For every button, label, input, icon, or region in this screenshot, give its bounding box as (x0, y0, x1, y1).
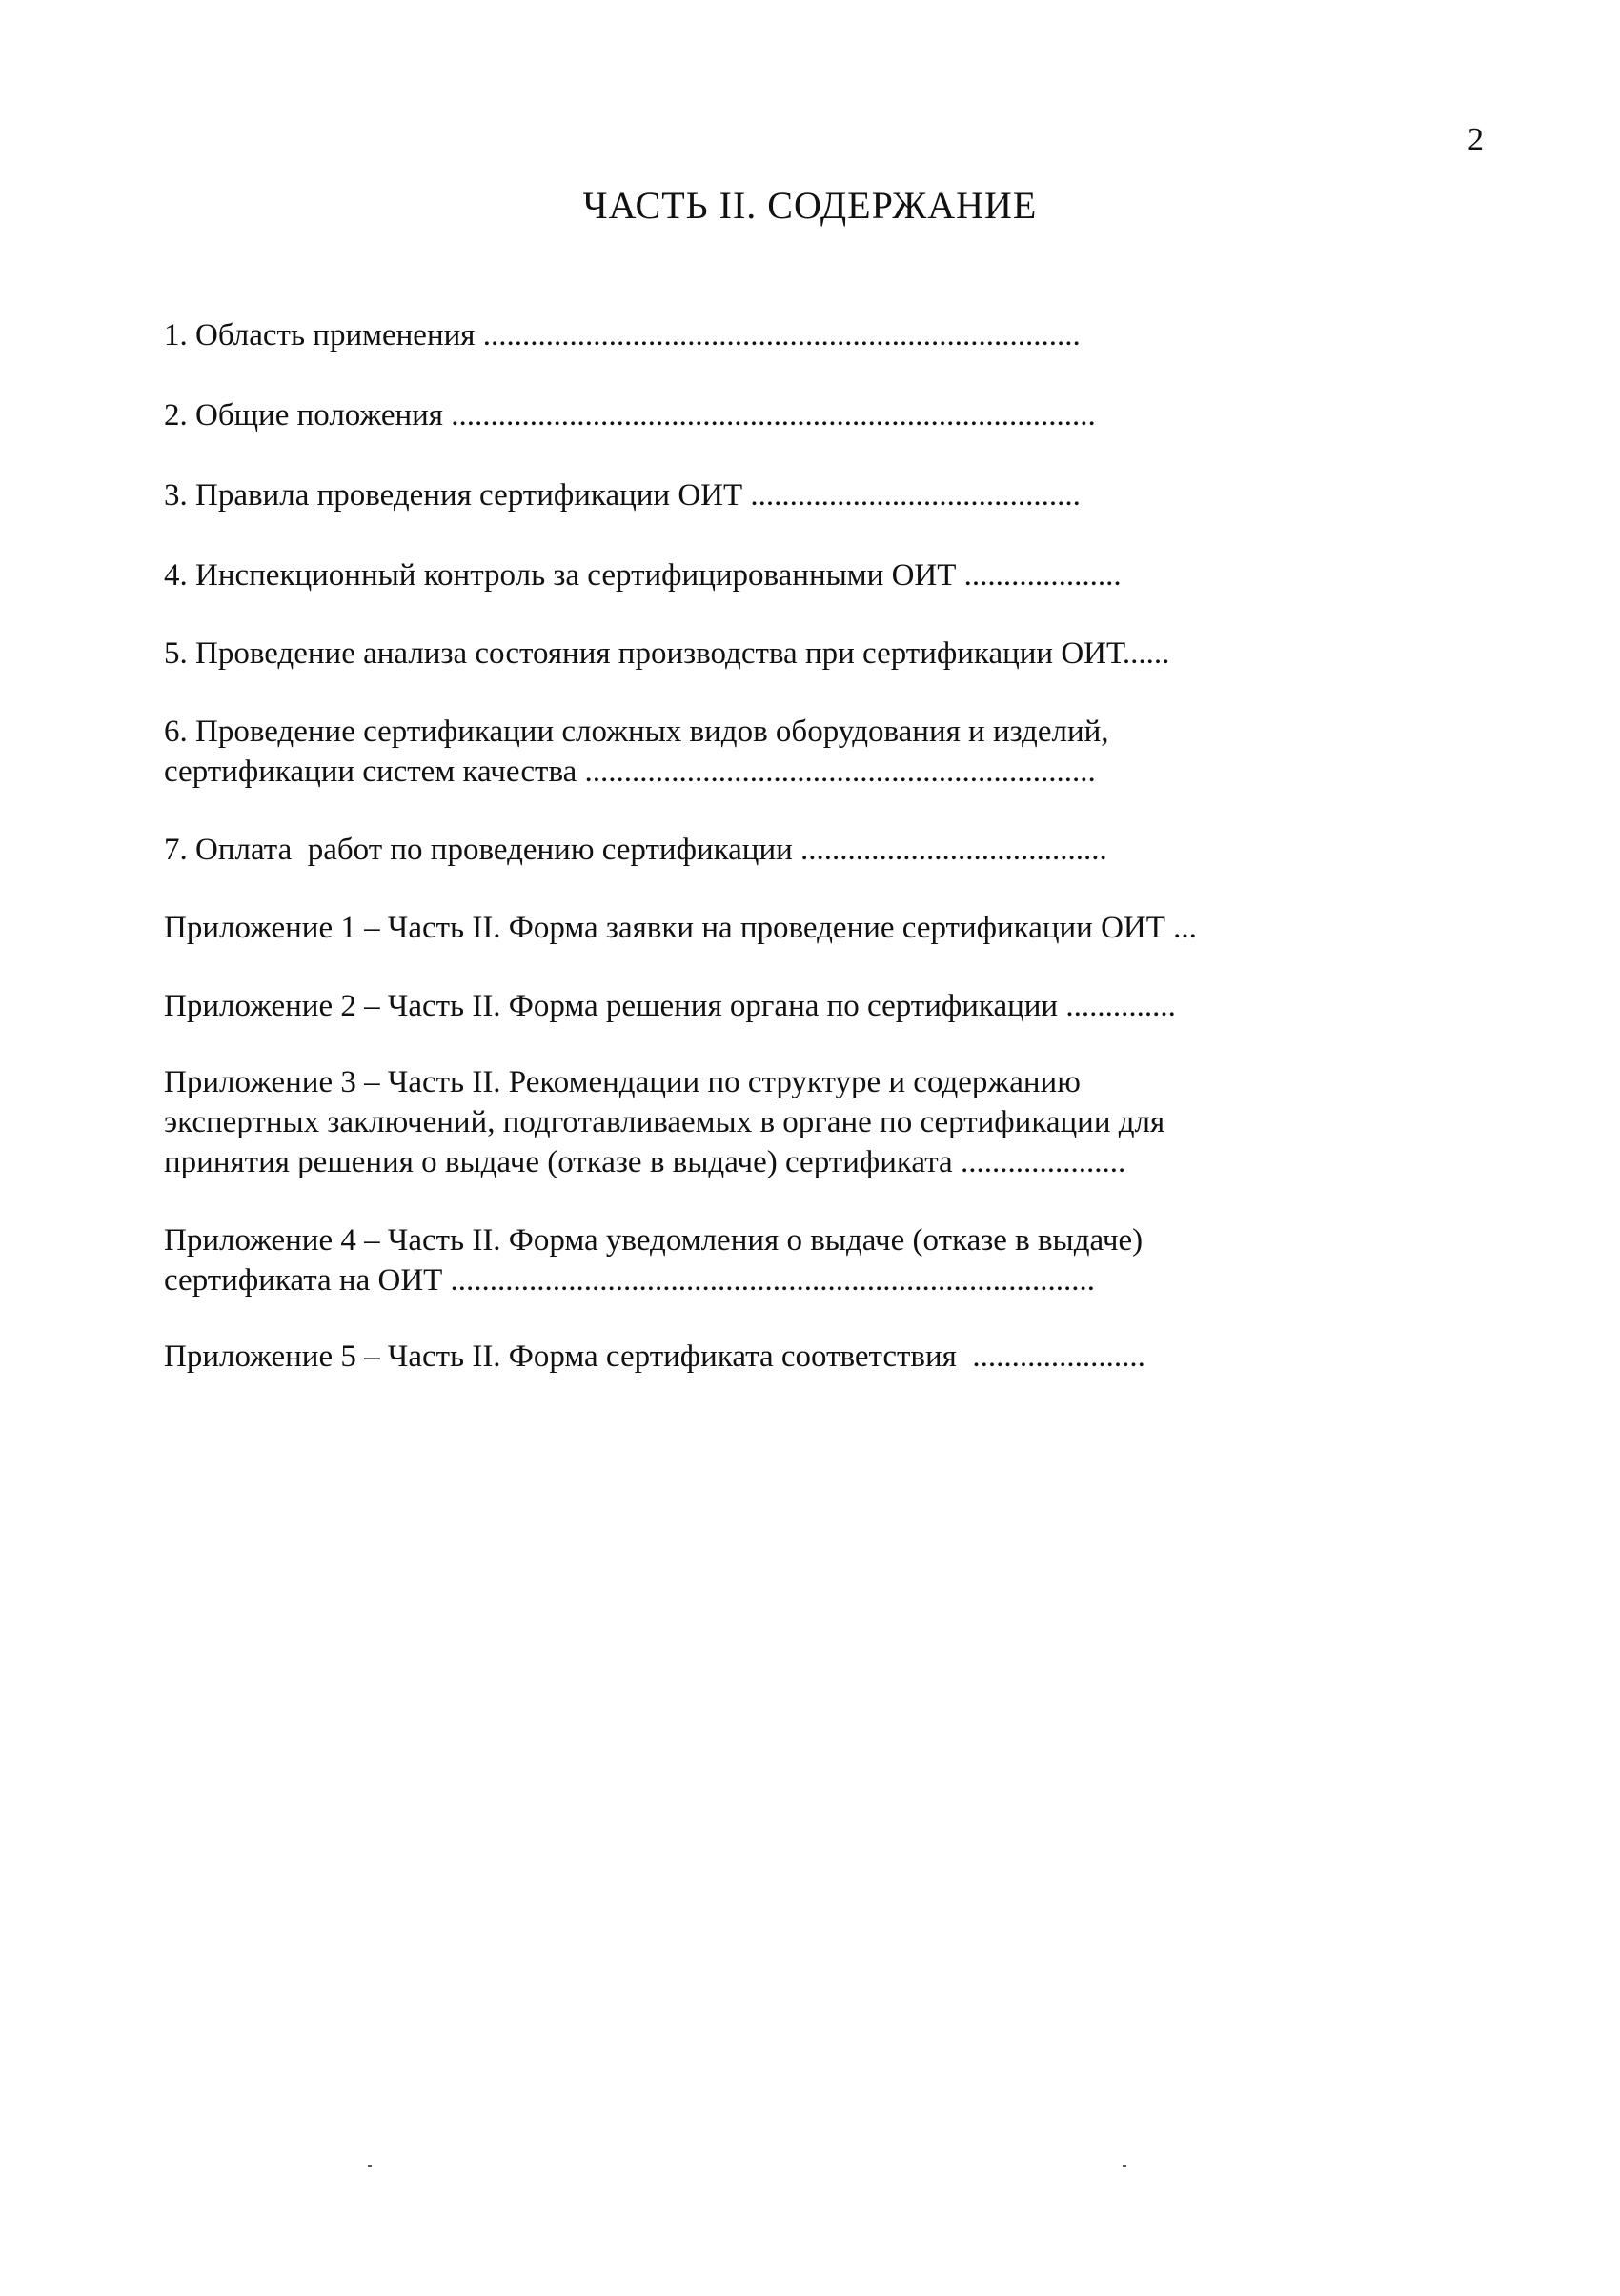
toc-appendix-1: Приложение 1 – Часть II. Форма заявки на проведение сертификации ОИТ ... (164, 911, 1197, 945)
page-title: ЧАСТЬ II. СОДЕРЖАНИЕ (582, 184, 1038, 227)
toc-appendix-3-line-1: Приложение 3 – Часть II. Рекомендации по структуре и содержанию (164, 1065, 1081, 1099)
toc-item-1: 1. Область применения ............................................................................ (164, 318, 1081, 352)
toc-item-3: 3. Правила проведения сертификации ОИТ .......................................... (164, 478, 1081, 513)
toc-appendix-2: Приложение 2 – Часть II. Форма решения органа по сертификации .............. (164, 989, 1176, 1023)
toc-appendix-3-line-2: экспертных заключений, подготавливаемых в органе по сертификации для (164, 1105, 1165, 1139)
toc-item-2: 2. Общие положения .................................................................................. (164, 398, 1096, 433)
toc-appendix-3-line-3: принятия решения о выдаче (отказе в выдаче) сертификата ..................... (164, 1145, 1126, 1179)
toc-item-4: 4. Инспекционный контроль за сертифицированными ОИТ .................... (164, 558, 1122, 593)
toc-appendix-4-line-1: Приложение 4 – Часть II. Форма уведомления о выдаче (отказе в выдаче) (164, 1223, 1144, 1258)
toc-item-6-line-2: сертификации систем качества ................................................................. (164, 755, 1096, 789)
toc-appendix-4-line-2: сертификата на ОИТ .................................................................................. (164, 1263, 1096, 1298)
page-number: 2 (1468, 122, 1484, 157)
toc-item-6-line-1: 6. Проведение сертификации сложных видов оборудования и изделий, (164, 715, 1109, 749)
toc-item-7: 7. Оплата работ по проведению сертификации ....................................... (164, 833, 1107, 867)
toc-appendix-5: Приложение 5 – Часть II. Форма сертификата соответствия ...................... (164, 1339, 1145, 1374)
toc-item-5: 5. Проведение анализа состояния производства при сертификации ОИТ...... (164, 636, 1170, 671)
scan-artifact (368, 2165, 372, 2167)
scan-artifact (1123, 2165, 1126, 2167)
